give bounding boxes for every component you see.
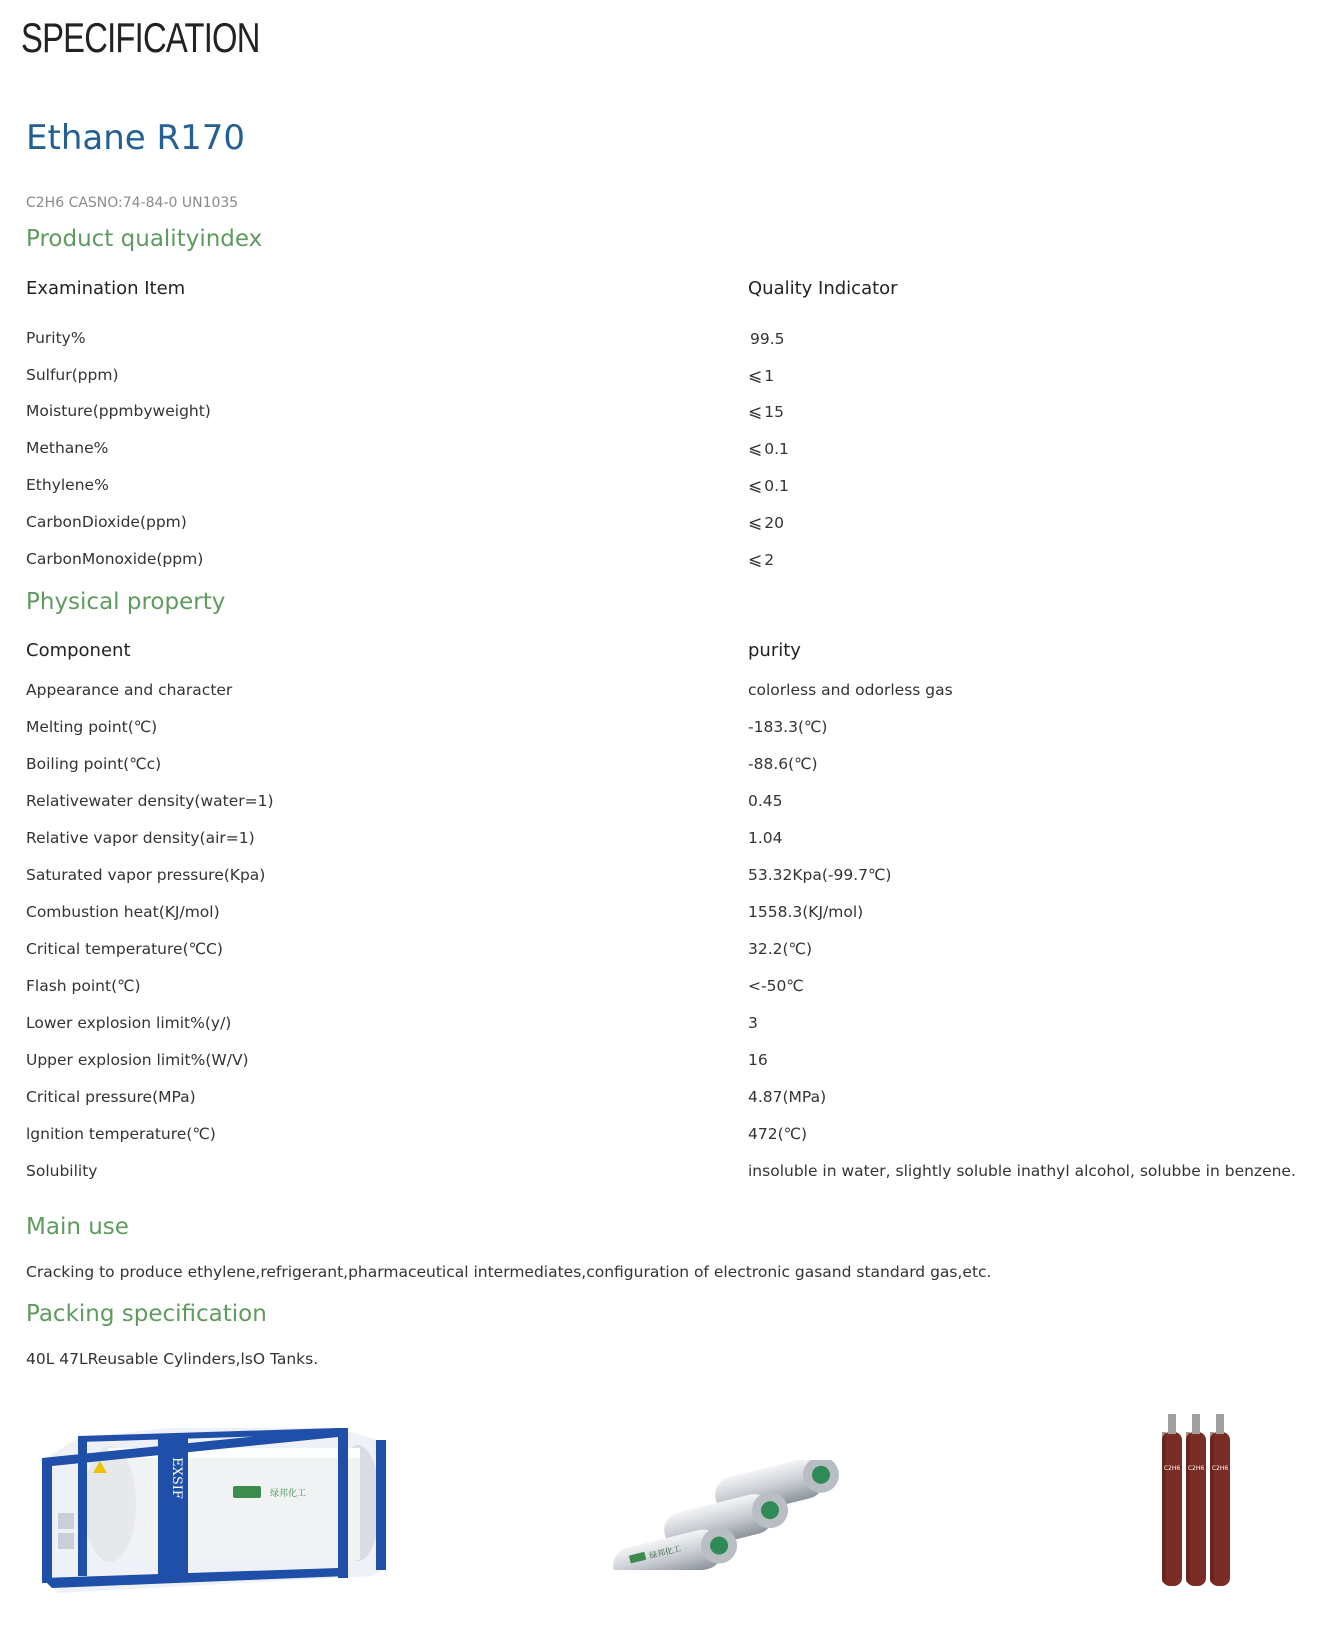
cylinder-label: C2H6 [1163,1465,1181,1472]
le-symbol: ⩽ [748,476,763,496]
product-title: Ethane R170 [26,118,245,158]
iso-tank-label: EXSIF [169,1457,184,1499]
quality-col-item: Examination Item [26,278,186,299]
quality-item: Methane% [26,439,109,457]
physical-component: Upper explosion limit%(W/V) [26,1051,249,1069]
physical-heading: Physical property [26,589,226,615]
physical-value: 4.87(MPa) [748,1088,827,1106]
quality-value: ⩽ 15 [748,402,784,422]
quality-heading: Product qualityindex [26,226,263,252]
small-cylinders-image [600,1460,860,1570]
cylinder-logo-text: 绿邦化工 [648,1544,682,1561]
iso-tank-container-image [38,1418,388,1602]
quality-item: Sulfur(ppm) [26,366,119,384]
physical-value: 32.2(℃) [748,940,813,958]
quality-value: 99.5 [750,330,785,348]
le-symbol: ⩽ [748,402,763,422]
physical-value: 0.45 [748,792,783,810]
physical-component: Appearance and character [26,681,233,699]
main-use-heading: Main use [26,1214,129,1240]
quality-value: ⩽ 20 [748,513,784,533]
physical-value: 472(℃) [748,1125,808,1143]
quality-col-indicator: Quality Indicator [748,278,898,299]
le-symbol: ⩽ [748,513,763,533]
gas-cylinders-image [1150,1408,1240,1590]
iso-tank-logo-text: 绿邦化工 [270,1489,307,1499]
quality-value: ⩽ 0.1 [748,476,789,496]
physical-value: -88.6(℃) [748,755,818,773]
quality-item: CarbonDioxide(ppm) [26,513,187,531]
physical-value: 16 [748,1051,768,1069]
main-use-text: Cracking to produce ethylene,refrigerant,pharmaceutical intermediates,configuration of electronic gasand standard gas,etc. [26,1263,992,1281]
physical-component: Boiling point(℃c) [26,755,162,773]
quality-value: ⩽ 0.1 [748,439,789,459]
physical-value: 53.32Kpa(-99.7℃) [748,866,892,884]
physical-col-component: Component [26,640,131,661]
le-symbol: ⩽ [748,439,763,459]
product-subtitle: C2H6 CASNO:74-84-0 UN1035 [26,195,239,211]
physical-value: 1558.3(KJ/mol) [748,903,864,921]
physical-value: insoluble in water, slightly soluble inathyl alcohol, solubbe in benzene. [748,1162,1296,1180]
physical-component: Critical pressure(MPa) [26,1088,196,1106]
le-symbol: ⩽ [748,550,763,570]
physical-component: Solubility [26,1162,98,1180]
cylinder-label: C2H6 [1211,1465,1229,1472]
physical-component: Saturated vapor pressure(Kpa) [26,866,266,884]
physical-value: -183.3(℃) [748,718,828,736]
physical-value: <-50℃ [748,977,804,995]
physical-col-purity: purity [748,640,801,661]
physical-value: colorless and odorless gas [748,681,953,699]
quality-item: CarbonMonoxide(ppm) [26,550,204,568]
physical-component: Critical temperature(℃C) [26,940,223,958]
physical-component: Lower explosion limit%(y/) [26,1014,232,1032]
physical-component: Flash point(℃) [26,977,141,995]
le-symbol: ⩽ [748,366,763,386]
packing-text: 40L 47LReusable Cylinders,lsO Tanks. [26,1350,319,1368]
quality-item: Purity% [26,329,86,347]
quality-value: ⩽ 1 [748,366,775,386]
page-heading: SPECIFICATION [21,14,260,61]
physical-component: Combustion heat(KJ/mol) [26,903,220,921]
packing-heading: Packing specification [26,1301,267,1327]
quality-item: Moisture(ppmbyweight) [26,402,211,420]
physical-component: Relativewater density(water=1) [26,792,274,810]
quality-item: Ethylene% [26,476,109,494]
physical-value: 1.04 [748,829,783,847]
quality-value: ⩽ 2 [748,550,775,570]
physical-component: Relative vapor density(air=1) [26,829,255,847]
physical-component: lgnition temperature(℃) [26,1125,216,1143]
physical-component: Melting point(℃) [26,718,158,736]
physical-value: 3 [748,1014,758,1032]
cylinder-label: C2H6 [1187,1465,1205,1472]
